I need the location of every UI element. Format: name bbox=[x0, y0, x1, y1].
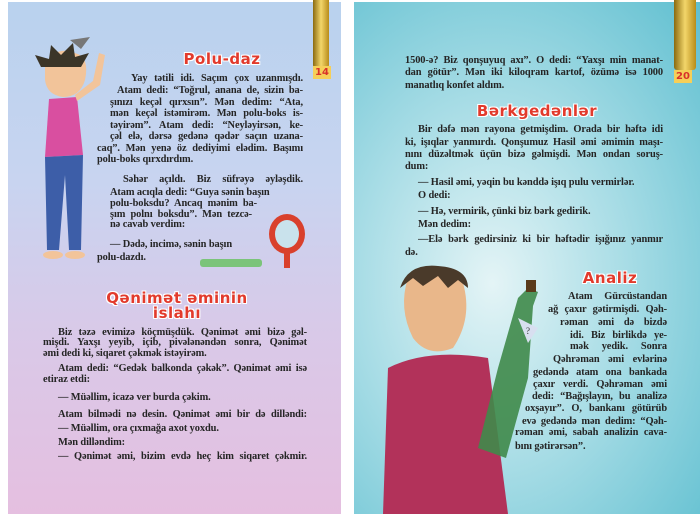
text-line: də. bbox=[405, 247, 418, 258]
text-line: əmi dedi ki, siqaret çəkmək istəyirəm. bbox=[43, 348, 207, 359]
text-line: — Qənimət əmi, bizim evdə heç kim siqaret çəkmir. bbox=[58, 451, 307, 462]
text-line: mən keçəl istəmirəm. Mən polu-boks is- bbox=[110, 108, 303, 119]
text-line: nə cavab verdim: bbox=[110, 219, 186, 230]
text-line: — Müəllim, ora çıxmağa axot yoxdu. bbox=[58, 423, 219, 434]
text-line: gedəndə atam ona bankada bbox=[533, 367, 667, 378]
text-line: — Müəllim, icazə ver burda çəkim. bbox=[58, 392, 211, 403]
text-line: şım polnı boksdu”. Mən tezcə- bbox=[110, 209, 252, 220]
text-line: Mən dedim: bbox=[418, 219, 471, 230]
left-bookmark-tab bbox=[313, 0, 329, 68]
man-with-bottle-illustration bbox=[378, 258, 548, 514]
text-line: Atam dedi: “Toğrul, anana de, sizin ba- bbox=[117, 85, 303, 96]
text-line: dedi: “Bağışlayın, bu analizə bbox=[532, 391, 667, 402]
text-line: ki, işıqlar yanmırdı. Qonşumuz Hasil əmi əmimin maşı- bbox=[405, 137, 663, 148]
text-line: dan götür”. Mən iki kiloqram kartof, özümə isə 1000 bbox=[405, 67, 663, 78]
left-page-number: 14 bbox=[315, 67, 329, 78]
text-line: — Hə, vermirik, çünki biz bərk gedirik. bbox=[418, 206, 591, 217]
text-line: Səhər açıldı. Biz süfrəyə əyləşdik. bbox=[123, 174, 303, 185]
story-title-berkgedenler: Bərkgedənlər bbox=[476, 102, 598, 120]
text-line: Mən dilləndim: bbox=[58, 437, 126, 448]
text-line: —Elə bərk gedirsiniz ki bir həftədir işığınız yanmır bbox=[418, 234, 663, 245]
text-line: şınızı keçəl qırxsın”. Mən dedim: “Ata, bbox=[110, 97, 303, 108]
text-line: dum: bbox=[405, 161, 429, 172]
text-line: Atam dedi: “Gedək balkonda çəkək”. Qənimət əmi isə bbox=[58, 363, 307, 374]
text-line: mək yedik. Sonra bbox=[570, 341, 667, 352]
text-line: Bir dəfə mən rayona getmişdim. Orada bir həftə idi bbox=[418, 124, 663, 135]
text-line: Atam acıqla dedi: “Guya sənin başın bbox=[110, 187, 270, 198]
text-line: — Hasil əmi, yəqin bu kənddə işıq pulu vermirlər. bbox=[418, 177, 635, 188]
story-title-qenimet-line1: Qənimət əminin bbox=[106, 289, 248, 307]
text-line: idi. Biz birlikdə ye- bbox=[570, 330, 667, 341]
text-line: ağ çaxır gətirmişdi. Qəh- bbox=[548, 304, 667, 315]
text-line: Biz təzə evimizə köçmüşdük. Qənimət əmi bizə gəl- bbox=[58, 327, 307, 338]
text-line: manatlıq konfet aldım. bbox=[405, 80, 505, 91]
text-line: evə gedəndə mən dedim: “Qəh- bbox=[522, 416, 667, 427]
text-line: nını düzəltmək üçün bizə gəlmişdi. Mən ondan soruş- bbox=[405, 149, 663, 160]
text-line: polu-dazdı. bbox=[97, 252, 146, 263]
hand-mirror-illustration bbox=[262, 212, 312, 272]
right-bookmark-tab bbox=[674, 0, 696, 70]
text-line: polu-boksdu? Ancaq mənim ba- bbox=[110, 198, 257, 209]
text-line: etiraz etdi: bbox=[43, 374, 90, 385]
text-line: mişdi. Yaxşı yeyib, içib, pivələnəndən sonra, Qənimət bbox=[43, 337, 307, 348]
text-line: Yay tətili idi. Saçım çox uzanmışdı. bbox=[131, 73, 303, 84]
text-line: caq”. Mən yenə öz dediyimi elədim. Başımı bbox=[97, 143, 303, 154]
story-title-qenimet-line2: islahı bbox=[152, 304, 202, 322]
text-line: təyirəm”. Atam dedi: “Neyləyirsən, ke- bbox=[110, 120, 303, 131]
story-title-polu-daz: Polu-daz bbox=[183, 50, 261, 68]
text-line: çaxır verdi. Qəhrəman əmi bbox=[533, 379, 667, 390]
text-line: rəman əmi, sabah analizin cava- bbox=[515, 427, 667, 438]
text-line: oxşayır”. O, bankanı götürüb bbox=[525, 403, 667, 414]
text-line: — Dədə, incimə, sənin başın bbox=[110, 239, 232, 250]
text-line: polu-boks qırxdırdım. bbox=[97, 154, 194, 165]
text-line: Qəhrəman əmi evlərinə bbox=[553, 354, 667, 365]
story-title-analiz: Analiz bbox=[582, 269, 638, 287]
text-line: rəman əmi də bizdə bbox=[560, 317, 667, 328]
text-line: Atam bilmədi nə desin. Qənimət əmi bir də dilləndi: bbox=[58, 409, 307, 420]
bottle-tag-label: ? bbox=[526, 326, 530, 336]
text-line: Atam Gürcüstandan bbox=[568, 291, 667, 302]
comb-illustration bbox=[200, 257, 262, 269]
text-line: çəl elə, dərsə gedənə qədər saçın uzana- bbox=[110, 131, 303, 142]
text-line: 1500-ə? Biz qonşuyuq axı”. O dedi: “Yaxşı min manat- bbox=[405, 55, 663, 66]
text-line: bını gətirərsən”. bbox=[515, 441, 586, 452]
text-line: O dedi: bbox=[418, 190, 451, 201]
right-page-number: 20 bbox=[676, 71, 690, 82]
